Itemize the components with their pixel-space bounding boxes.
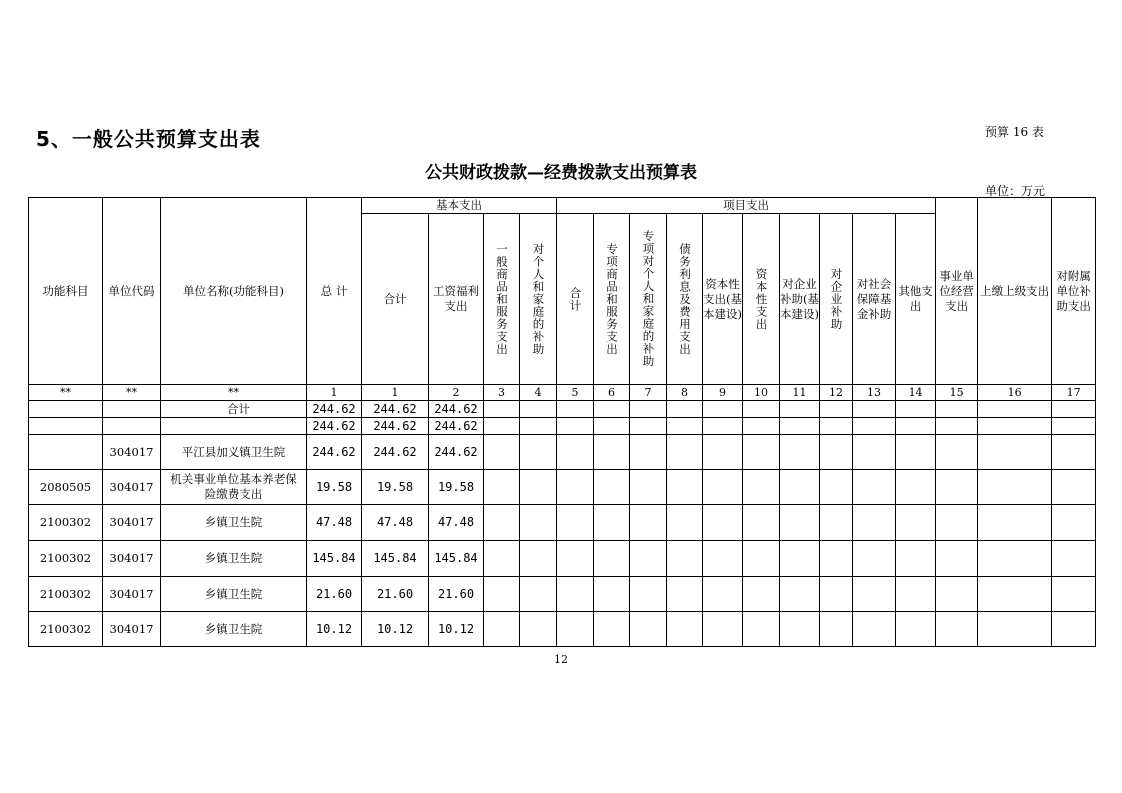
header-total: 总 计 [307,198,362,385]
table-row [29,401,1096,418]
func-subject-cell [29,418,103,435]
unit-name-cell: 平江县加义镇卫生院 [161,435,307,470]
table-row [29,418,1096,435]
header-proj-goods: 专项商品和服务支出 [594,214,630,385]
header-unit-code: 单位代码 [103,198,161,385]
func-subject-cell: 2100302 [29,505,103,541]
basic-wage-cell: 244.62 [429,418,484,435]
index-cell: 1 [362,385,429,401]
unit-code-cell: 304017 [103,612,161,647]
unit-name-cell: 乡镇卫生院 [161,612,307,647]
index-cell: 3 [484,385,520,401]
index-cell: 2 [429,385,484,401]
header-basic-group: 基本支出 [362,198,557,214]
unit-code-cell: 304017 [103,435,161,470]
header-upper-pay: 上缴上级支出 [978,198,1052,385]
header-proj-family: 专项对个人和家庭的补助 [630,214,667,385]
total-cell: 10.12 [307,612,362,647]
basic-subtotal-cell: 145.84 [362,541,429,577]
index-cell: 17 [1052,385,1096,401]
func-subject-cell: 2100302 [29,612,103,647]
unit-name-cell: 乡镇卫生院 [161,541,307,577]
index-cell: 10 [743,385,780,401]
table-number: 预算 16 表 [985,125,1044,139]
func-subject-cell: 2100302 [29,541,103,577]
unit-code-cell [103,418,161,435]
unit-code-cell: 304017 [103,470,161,505]
unit-code-cell [103,401,161,418]
index-row [29,385,1096,401]
index-cell: 7 [630,385,667,401]
basic-subtotal-cell: 21.60 [362,577,429,612]
basic-subtotal-cell: 10.12 [362,612,429,647]
total-cell: 19.58 [307,470,362,505]
header-affiliated: 对附属单位补助支出 [1052,198,1096,385]
basic-wage-cell: 145.84 [429,541,484,577]
header-proj-subtotal: 合计 [557,214,594,385]
total-cell: 244.62 [307,435,362,470]
index-cell: 5 [557,385,594,401]
index-cell: 12 [820,385,853,401]
table-row [29,541,1096,577]
index-cell: ** [103,385,161,401]
index-cell: 8 [667,385,703,401]
basic-wage-cell: 47.48 [429,505,484,541]
table-title: 公共财政拨款—经费拨款支出预算表 [425,163,697,183]
unit-code-cell: 304017 [103,505,161,541]
index-cell: 1 [307,385,362,401]
index-cell: 16 [978,385,1052,401]
unit-name-cell: 机关事业单位基本养老保险缴费支出 [161,470,307,505]
index-cell: ** [29,385,103,401]
basic-subtotal-cell: 244.62 [362,435,429,470]
index-cell: 11 [780,385,820,401]
unit-name-cell [161,418,307,435]
total-cell: 145.84 [307,541,362,577]
header-basic-family: 对个人和家庭的补助 [520,214,557,385]
total-cell: 47.48 [307,505,362,541]
header-proj-social: 对社会保障基金补助 [853,214,896,385]
table-row [29,505,1096,541]
unit-label: 单位：万元 [985,184,1046,198]
header-proj-other: 其他支出 [896,214,936,385]
header-proj-capital: 资本性支出 [743,214,780,385]
header-project-group: 项目支出 [557,198,936,214]
basic-subtotal-cell: 244.62 [362,401,429,418]
total-cell: 244.62 [307,401,362,418]
index-cell: 9 [703,385,743,401]
basic-wage-cell: 21.60 [429,577,484,612]
total-cell: 244.62 [307,418,362,435]
basic-subtotal-cell: 19.58 [362,470,429,505]
index-cell: 15 [936,385,978,401]
func-subject-cell [29,401,103,418]
header-proj-enterprise: 对企业补助 [820,214,853,385]
table-row [29,577,1096,612]
basic-subtotal-cell: 47.48 [362,505,429,541]
page-number: 12 [554,653,568,666]
header-basic-subtotal: 合计 [362,214,429,385]
index-cell: 14 [896,385,936,401]
index-cell: ** [161,385,307,401]
header-unit-name: 单位名称(功能科目) [161,198,307,385]
basic-wage-cell: 244.62 [429,401,484,418]
total-cell: 21.60 [307,577,362,612]
table-row [29,612,1096,647]
unit-name-cell: 乡镇卫生院 [161,505,307,541]
func-subject-cell [29,435,103,470]
basic-subtotal-cell: 244.62 [362,418,429,435]
table-row [29,435,1096,470]
func-subject-cell: 2100302 [29,577,103,612]
header-basic-wage: 工资福利支出 [429,214,484,385]
section-title: 5、一般公共预算支出表 [36,127,261,151]
header-biz-ops: 事业单位经营支出 [936,198,978,385]
index-cell: 6 [594,385,630,401]
unit-code-cell: 304017 [103,541,161,577]
basic-wage-cell: 244.62 [429,435,484,470]
header-proj-capital-build: 资本性支出(基本建设) [703,214,743,385]
header-proj-debt: 债务利息及费用支出 [667,214,703,385]
index-cell: 13 [853,385,896,401]
header-proj-enterprise-build: 对企业补助(基本建设) [780,214,820,385]
basic-wage-cell: 10.12 [429,612,484,647]
table-row [29,470,1096,505]
func-subject-cell: 2080505 [29,470,103,505]
unit-name-cell: 乡镇卫生院 [161,577,307,612]
basic-wage-cell: 19.58 [429,470,484,505]
unit-name-cell: 合计 [161,401,307,418]
index-cell: 4 [520,385,557,401]
budget-table [28,197,1096,647]
header-basic-goods: 一般商品和服务支出 [484,214,520,385]
header-func-subject: 功能科目 [29,198,103,385]
unit-code-cell: 304017 [103,577,161,612]
